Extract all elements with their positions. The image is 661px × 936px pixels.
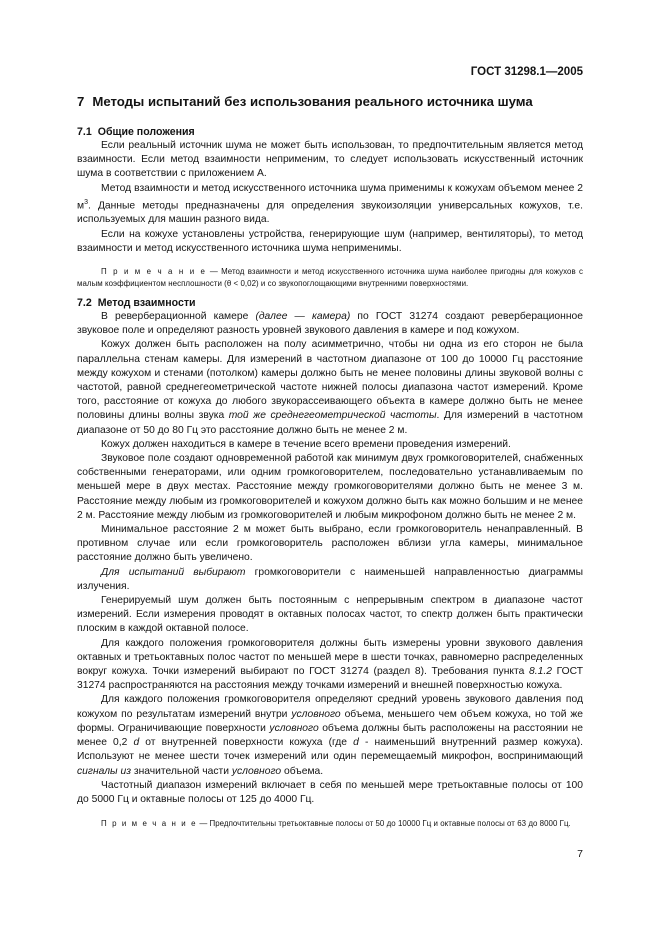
s71-paragraph-2: Метод взаимности и метод искусственного источника шума применимы к кожухам объемом менее 2 $м^3$. Данные методы предназначены для определения звукоизоляции универсальных кожухов, т.е. используемых для машин разного вида. — [77, 182, 583, 226]
s72-paragraph-9: Для каждого положения громкоговорителя определяют средний уровень звукового давления под кожухом по результатам измерений внутри условного объема, меньшего чем объем кожуха, но той же формы. Ограничивающие поверхности условного объема должны быть расположены на расстоянии не менее 0,2 d от внутренней поверхности кожуха (где d - наименьший внутренний размер кожуха). Используют не менее шести точек измерений или один перемещаемый микрофон, воспринимающий сигналы из значительной части условного объема. — [77, 694, 583, 777]
s71-paragraph-3: Если на кожухе установлены устройства, генерирующие шум (например, вентиляторы), то метод взаимности и метод искусственного источника шума неприменимы. — [77, 228, 583, 254]
s71-paragraph-1: Если реальный источник шума не может быть использован, то предпочтительным является метод взаимности. Если метод взаимности неприменим, то следует использовать искусственный источник шума в соответствии с приложением А. — [77, 140, 583, 180]
s71-note-label: П р и м е ч а н и е — [101, 267, 207, 276]
s72-note-label: П р и м е ч а н и е — [101, 819, 198, 828]
section-7-heading — [77, 94, 533, 109]
s72-paragraph-8: Для каждого положения громкоговорителя должны быть измерены уровни звукового давления октавных и третьоктавных полос частот по меньшей мере в шести точках, равномерно распределенных вокруг кожуха. Точки измерений выбирают по ГОСТ 31274 (раздел 8). Требования пункта 8.1.2 ГОСТ 31274 распространяются на расстояния между точками измерений и внешней поверхностью кожуха. — [77, 637, 584, 692]
s72-paragraph-1: В реверберационной камере (далее — камера) по ГОСТ 31274 создают реверберационное звуковое поле и определяют разность уровней звукового давления в камере и под кожухом. — [77, 311, 583, 337]
s72-note-text: — Предпочтительны третьоктавные полосы от 50 до 10000 Гц и октавные полосы от 63 до 8000 Гц. — [197, 819, 571, 828]
subsection-7-1-number: 7.1 — [77, 126, 92, 138]
s72-note — [77, 818, 583, 830]
s72-paragraph-3: Кожух должен находиться в камере в течение всего времени проведения измерений. — [101, 438, 511, 450]
s72-paragraph-10: Частотный диапазон измерений включает в себя по меньшей мере третьоктавные полосы от 100 до 5000 Гц и октавные полосы от 125 до 4000 Гц. — [77, 779, 583, 805]
s72-paragraph-2: Кожух должен быть расположен на полу асимметрично, чтобы ни одна из его сторон не была параллельна стенам камеры. Для измерений в частотном диапазоне от 100 до 10000 Гц расстояние между кожухом и стенами (потолком) камеры должно быть не менее половины длины звуковой волны с частотой, равной среднегеометрической частоте нижней полосы диапазона частот измерений. Кроме того, расстояние от кожуха до любого звукорассеивающего объекта в камере должно быть не менее половины длины волны звука той же среднегеометрической частоты. Для измерений в частотном диапазоне от 50 до 80 Гц это расстояние должно быть не менее 2 м. — [77, 339, 583, 436]
s72-paragraph-4: Звуковое поле создают одновременной работой как минимум двух громкоговорителей, снабженных собственными генераторами, или одним громкоговорителем, последовательно устанавливаемым по меньшей мере в двух местах. Расстояние между громкоговорителями должно быть не менее 3 м. Расстояние между любым из громкоговорителей и кожухом должно быть как можно большим и не менее 2 м. Расстояние между любым из громкоговорителей и любым микрофоном должно быть не менее 2 м. — [77, 453, 583, 521]
s72-paragraph-6: Для испытаний выбирают громкоговорители с наименьшей направленностью диаграммы излучения. — [77, 566, 583, 592]
subsection-7-2-heading — [77, 297, 196, 309]
s71-note — [77, 266, 583, 289]
page-number: 7 — [577, 848, 583, 860]
s71-note-text: — Метод взаимности и метод искусственного источника шума наиболее пригодны для кожухов с малым коэффициентом несплошности (θ < 0,02) и со звукопоглощающими внутренними поверхностями. — [77, 267, 583, 288]
subsection-7-1-body — [77, 139, 583, 256]
s72-paragraph-7: Генерируемый шум должен быть постоянным с непрерывным спектром в диапазоне частот измерений. Если измерения проводят в октавных полосах частот, то спектр должен быть практически плоским в каждой октавной полосе. — [77, 595, 583, 635]
subsection-7-2-number: 7.2 — [77, 297, 92, 309]
subsection-7-1-heading — [77, 126, 195, 138]
subsection-7-2-title: Метод взаимности — [97, 297, 196, 309]
section-7-title: Методы испытаний без использования реального источника шума — [92, 94, 533, 109]
subsection-7-1-title: Общие положения — [97, 126, 195, 138]
standard-header: ГОСТ 31298.1—2005 — [470, 66, 583, 78]
s72-paragraph-5: Минимальное расстояние 2 м может быть выбрано, если громкоговоритель ненаправленный. В противном случае или если громкоговоритель расположен вблизи угла камеры, минимальное расстояние должно быть увеличено. — [77, 524, 583, 564]
subsection-7-2-body — [77, 310, 583, 807]
section-7-number: 7 — [77, 94, 85, 109]
